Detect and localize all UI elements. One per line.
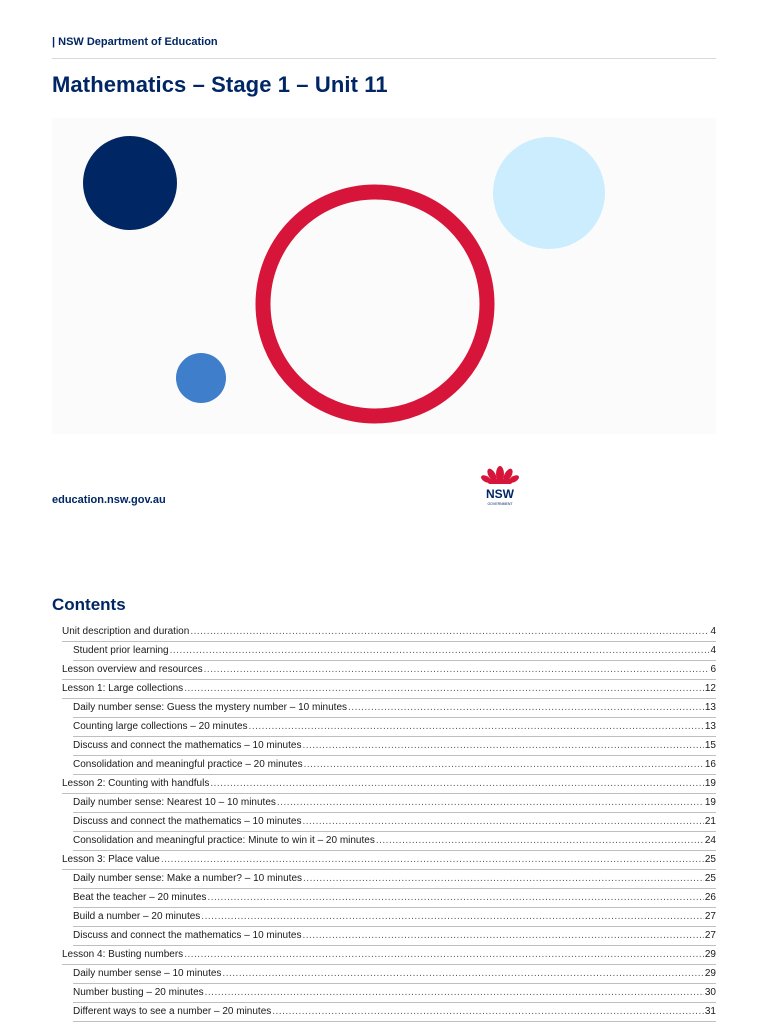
toc-leader-dots [272, 1006, 704, 1017]
nsw-logo-subtext: GOVERNMENT [487, 502, 513, 506]
toc-leader-dots [277, 797, 704, 808]
toc-entry[interactable] [62, 623, 716, 642]
toc-leader-dots [302, 816, 703, 827]
toc-leader-dots [170, 645, 710, 656]
toc-entry-label: Daily number sense – 10 minutes [73, 968, 222, 979]
toc-entry[interactable] [73, 756, 716, 775]
contents-heading: Contents [52, 595, 126, 614]
toc-entry-label: Daily number sense: Nearest 10 – 10 minutes [73, 797, 276, 808]
toc-entry[interactable] [73, 699, 716, 718]
toc-entry[interactable] [73, 889, 716, 908]
header-divider [52, 58, 716, 59]
toc-entry[interactable] [73, 965, 716, 984]
website-url[interactable]: education.nsw.gov.au [52, 494, 166, 506]
toc-entry-label: Number busting – 20 minutes [73, 987, 204, 998]
toc-entry-label: Lesson 2: Counting with handfuls [62, 778, 210, 789]
toc-entry-label: Lesson 1: Large collections [62, 683, 184, 694]
toc-leader-dots [207, 892, 703, 903]
toc-leader-dots [348, 702, 704, 713]
toc-leader-dots [184, 949, 704, 960]
toc-entry-label: Student prior learning [73, 645, 169, 656]
cover-graphic [52, 118, 716, 434]
toc-leader-dots [304, 759, 704, 770]
toc-entry-page: 25 [704, 873, 716, 884]
toc-leader-dots [303, 873, 704, 884]
navy-circle [83, 136, 177, 230]
toc-entry[interactable] [62, 851, 716, 870]
decorative-circles [52, 118, 716, 434]
toc-leader-dots [249, 721, 704, 732]
toc-entry-page: 21 [704, 816, 716, 827]
toc-entry[interactable] [73, 984, 716, 1003]
toc-leader-dots [184, 683, 704, 694]
toc-entry[interactable] [62, 680, 716, 699]
toc-entry[interactable] [73, 794, 716, 813]
toc-entry[interactable] [73, 813, 716, 832]
toc-entry-page: 15 [704, 740, 716, 751]
light-blue-circle [493, 137, 605, 249]
toc-entry-label: Consolidation and meaningful practice: Minute to win it – 20 minutes [73, 835, 375, 846]
toc-entry-page: 6 [710, 664, 716, 675]
toc-entry-label: Lesson 3: Place value [62, 854, 160, 865]
toc-entry-label: Different ways to see a number – 20 minutes [73, 1006, 272, 1017]
toc-entry-page: 19 [704, 797, 716, 808]
toc-leader-dots [222, 968, 703, 979]
toc-entry[interactable] [73, 832, 716, 851]
toc-entry-page: 27 [704, 930, 716, 941]
red-ring [263, 192, 487, 416]
toc-entry[interactable] [73, 870, 716, 889]
toc-leader-dots [204, 664, 710, 675]
toc-entry[interactable] [73, 927, 716, 946]
toc-leader-dots [205, 987, 704, 998]
toc-entry-label: Unit description and duration [62, 626, 190, 637]
toc-leader-dots [302, 930, 703, 941]
toc-entry-label: Consolidation and meaningful practice – 20 minutes [73, 759, 303, 770]
toc-leader-dots [201, 911, 704, 922]
toc-entry[interactable] [62, 661, 716, 680]
toc-entry-page: 27 [704, 911, 716, 922]
toc-entry-label: Beat the teacher – 20 minutes [73, 892, 207, 903]
toc-entry-page: 31 [704, 1006, 716, 1017]
department-header: | NSW Department of Education [52, 36, 218, 48]
toc-entry-label: Discuss and connect the mathematics – 10 minutes [73, 930, 302, 941]
toc-entry-page: 12 [704, 683, 716, 694]
toc-entry-page: 16 [704, 759, 716, 770]
toc-leader-dots [161, 854, 704, 865]
toc-entry-page: 29 [704, 968, 716, 979]
toc-leader-dots [302, 740, 703, 751]
toc-entry[interactable] [73, 1003, 716, 1022]
toc-entry-label: Daily number sense: Guess the mystery number – 10 minutes [73, 702, 348, 713]
document-title: Mathematics – Stage 1 – Unit 11 [52, 72, 388, 97]
toc-leader-dots [190, 626, 709, 637]
toc-entry-label: Build a number – 20 minutes [73, 911, 201, 922]
waratah-icon [480, 466, 521, 484]
toc-entry-label: Discuss and connect the mathematics – 10 minutes [73, 740, 302, 751]
table-of-contents [62, 623, 716, 1022]
toc-entry-page: 29 [704, 949, 716, 960]
nsw-government-logo [478, 462, 522, 508]
toc-entry[interactable] [73, 737, 716, 756]
toc-entry-page: 24 [704, 835, 716, 846]
toc-entry[interactable] [73, 718, 716, 737]
toc-leader-dots [376, 835, 704, 846]
toc-entry-page: 4 [710, 626, 716, 637]
toc-entry-page: 25 [704, 854, 716, 865]
toc-entry[interactable] [62, 946, 716, 965]
mid-blue-circle [176, 353, 226, 403]
toc-entry-label: Daily number sense: Make a number? – 10 minutes [73, 873, 303, 884]
toc-entry-label: Lesson 4: Busting numbers [62, 949, 184, 960]
toc-leader-dots [210, 778, 704, 789]
toc-entry[interactable] [62, 775, 716, 794]
toc-entry-label: Discuss and connect the mathematics – 10 minutes [73, 816, 302, 827]
toc-entry-page: 13 [704, 721, 716, 732]
toc-entry-page: 19 [704, 778, 716, 789]
toc-entry-page: 30 [704, 987, 716, 998]
toc-entry-page: 26 [704, 892, 716, 903]
toc-entry-label: Counting large collections – 20 minutes [73, 721, 248, 732]
toc-entry-page: 4 [710, 645, 716, 656]
toc-entry[interactable] [73, 908, 716, 927]
toc-entry-page: 13 [704, 702, 716, 713]
toc-entry[interactable] [73, 642, 716, 661]
toc-entry-label: Lesson overview and resources [62, 664, 203, 675]
nsw-logo-text: NSW [486, 487, 514, 501]
